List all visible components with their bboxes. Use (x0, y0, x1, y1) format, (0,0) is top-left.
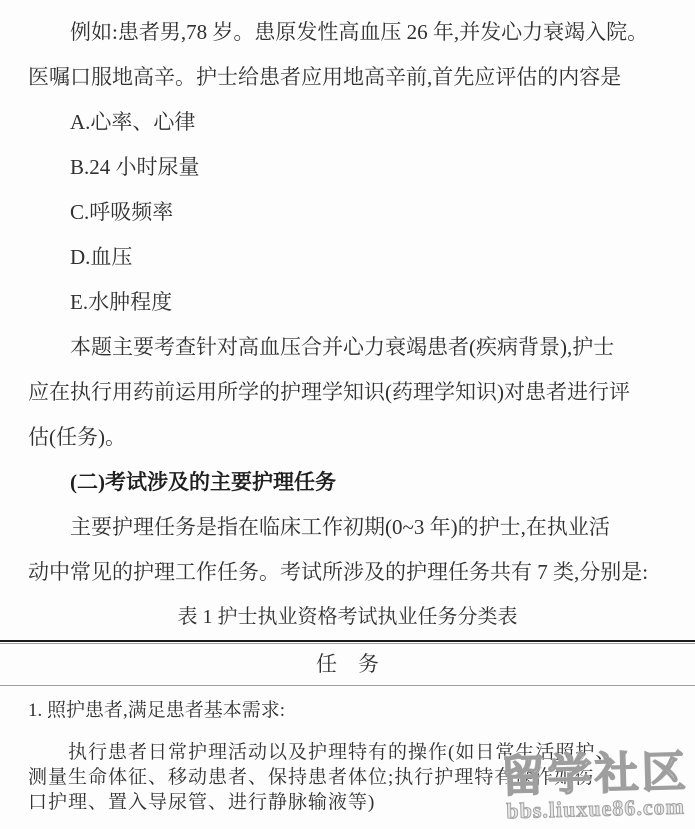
option-b: B.24 小时尿量 (70, 155, 200, 179)
option-e: E.水肿程度 (70, 290, 173, 314)
table-top-rule-thick (0, 640, 695, 642)
task-item-1-detail-line-3: 口护理、置入导尿管、进行静脉输液等) (28, 792, 376, 813)
watermark-site-url: bbs.liuxue86.com (505, 793, 686, 824)
task-item-1-detail-line-1: 执行患者日常护理活动以及护理特有的操作(如日常生活照护、 (68, 742, 616, 763)
task-item-1-detail-line-2: 测量生命体征、移动患者、保持患者体位;执行护理特有操作如伤 (28, 767, 595, 788)
option-a: A.心率、心律 (70, 110, 196, 134)
analysis-line-3: 估(任务)。 (28, 425, 126, 449)
example-stem-line-2: 医嘱口服地高辛。护士给患者应用地高辛前,首先应评估的内容是 (28, 65, 622, 89)
table-row (0, 686, 695, 815)
section-heading: (二)考试涉及的主要护理任务 (70, 470, 336, 494)
exam-task-table (0, 640, 695, 815)
example-stem-line-1: 例如:患者男,78 岁。患原发性高血压 26 年,并发心力衰竭入院。 (70, 20, 649, 44)
option-c: C.呼吸频率 (70, 200, 174, 224)
analysis-line-2: 应在执行用药前运用所学的护理学知识(药理学知识)对患者进行评 (28, 380, 630, 404)
intro-line-2: 动中常见的护理工作任务。考试所涉及的护理任务共有 7 类,分别是: (28, 560, 649, 584)
intro-line-1: 主要护理任务是指在临床工作初期(0~3 年)的护士,在执业活 (70, 515, 610, 539)
option-d: D.血压 (70, 245, 133, 269)
table-caption: 表 1 护士执业资格考试执业任务分类表 (177, 606, 518, 628)
watermark-site-name: 留学社区 (500, 747, 690, 802)
analysis-line-1: 本题主要考查针对高血压合并心力衰竭患者(疾病背景),护士 (70, 335, 615, 359)
table-header-cell: 任 务 (316, 652, 379, 676)
task-item-1-title: 1. 照护患者,满足患者基本需求: (28, 700, 286, 721)
